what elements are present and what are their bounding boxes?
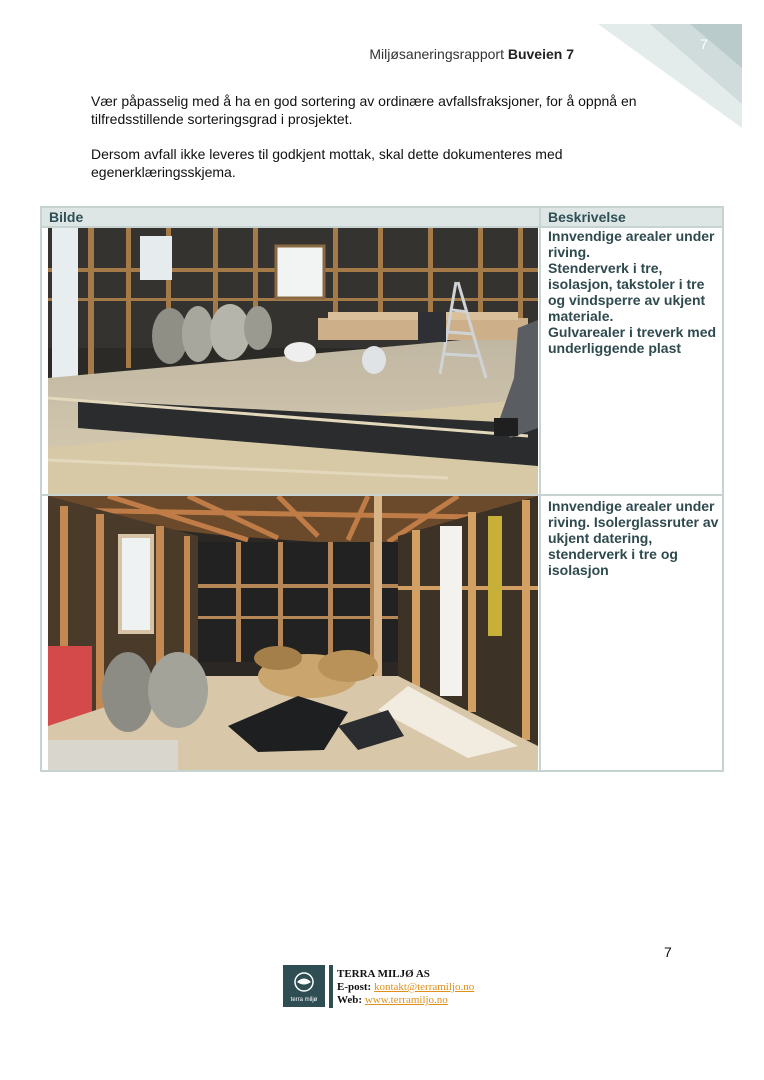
paragraph-documentation: Dersom avfall ikke leveres til godkjent mottak, skal dette dokumenteres med egenerklæringsskjema. — [91, 146, 563, 180]
description-row-1 — [548, 228, 722, 356]
description-line: Gulvarealer i treverk med underliggende plast — [548, 324, 717, 356]
photo-demolition-room-2 — [48, 496, 538, 770]
description-line: Stenderverk i tre, isolasjon, takstoler i tre og vindsperre av ukjent materiale. — [548, 260, 706, 324]
column-divider — [539, 208, 541, 770]
web-label: Web: — [337, 994, 363, 1006]
header-title: Miljøsaneringsrapport — [369, 46, 504, 62]
page-header — [0, 46, 574, 62]
col-header-image: Bilde — [49, 209, 84, 225]
company-name: TERRA MILJØ AS — [337, 968, 430, 980]
web-link[interactable]: www.terramiljo.no — [364, 994, 448, 1006]
header-title-bold: Buveien 7 — [507, 46, 574, 62]
description-line: Innvendige arealer under riving. — [548, 228, 715, 260]
description-row-2 — [548, 498, 722, 578]
table-header — [42, 208, 722, 228]
page-number: 7 — [664, 944, 672, 960]
description-line: Innvendige arealer under riving. Isolerglassruter av ukjent datering, stenderverk i tre og isolasjon — [548, 498, 719, 578]
email-label: E-post: — [337, 981, 372, 993]
company-logo — [283, 965, 325, 1007]
col-header-description: Beskrivelse — [548, 209, 626, 225]
photo-demolition-room-1 — [48, 228, 538, 494]
logo-text: terra miljø — [290, 997, 318, 1003]
logo-divider — [329, 965, 333, 1008]
footer-contact — [337, 968, 474, 1007]
photo-table — [40, 206, 724, 772]
paragraph-sorting: Vær påpasselig med å ha en god sortering av ordinære avfallsfraksjoner, for å oppnå en tilfredsstillende sorteringsgrad i prosjektet. — [91, 93, 637, 127]
corner-page-number: 7 — [700, 36, 708, 52]
leaf-icon — [283, 965, 325, 1007]
email-link[interactable]: kontakt@terramiljo.no — [373, 981, 475, 993]
